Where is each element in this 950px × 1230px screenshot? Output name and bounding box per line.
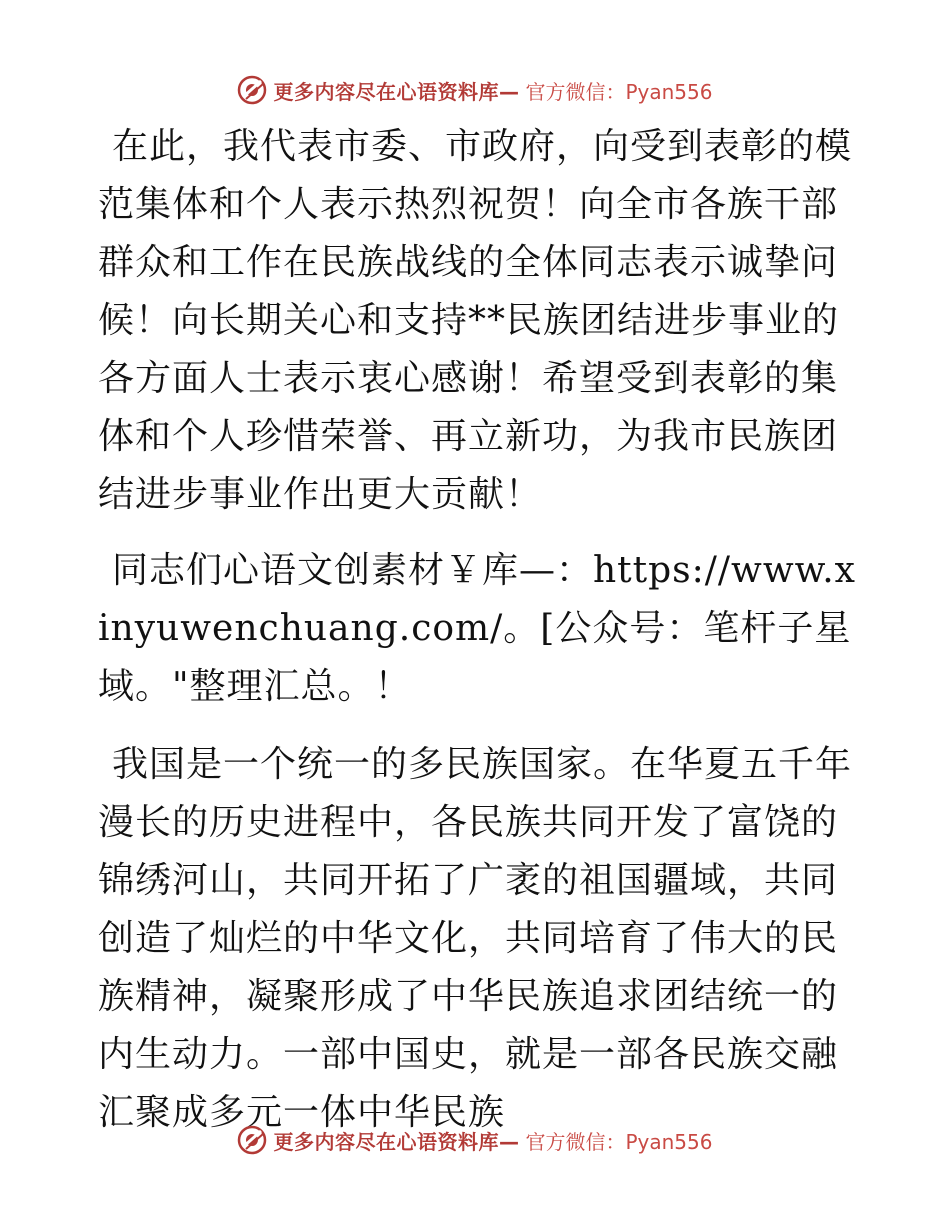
banner-wechat: 官方微信：Pyan556 xyxy=(525,79,713,104)
brand-logo-icon xyxy=(237,1125,267,1155)
banner-text: 更多内容尽在心语资料库— xyxy=(273,1129,520,1154)
brand-logo-icon xyxy=(237,75,267,105)
paragraph: 在此，我代表市委、市政府，向受到表彰的模范集体和个人表示热烈祝贺！向全市各族干部群众和工作在民族战线的全体同志表示诚挚问候！向长期关心和支持**民族团结进步事业的各方面人士表示衷心感谢！希望受到表彰的集体和个人珍惜荣誉、再立新功，为我市民族团结进步事业作出更大贡献！ xyxy=(98,126,853,515)
footer-banner xyxy=(0,1122,950,1158)
banner-wechat: 官方微信：Pyan556 xyxy=(525,1129,713,1154)
paragraph: 同志们心语文创素材￥库—：https://www.xinyuwenchuang.com/。[公众号：笔杆子星域。"整理汇总。！ xyxy=(98,550,856,707)
banner-text: 更多内容尽在心语资料库— xyxy=(273,79,520,104)
document-body xyxy=(98,118,858,1142)
paragraph: 我国是一个统一的多民族国家。在华夏五千年漫长的历史进程中，各民族共同开发了富饶的锦绣河山，共同开拓了广袤的祖国疆域，共同创造了灿烂的中华文化，共同培育了伟大的民族精神，凝聚形成了中华民族追求团结统一的内生动力。一部中国史，就是一部各民族交融汇聚成多元一体中华民族 xyxy=(98,744,853,1133)
header-banner xyxy=(0,72,950,108)
